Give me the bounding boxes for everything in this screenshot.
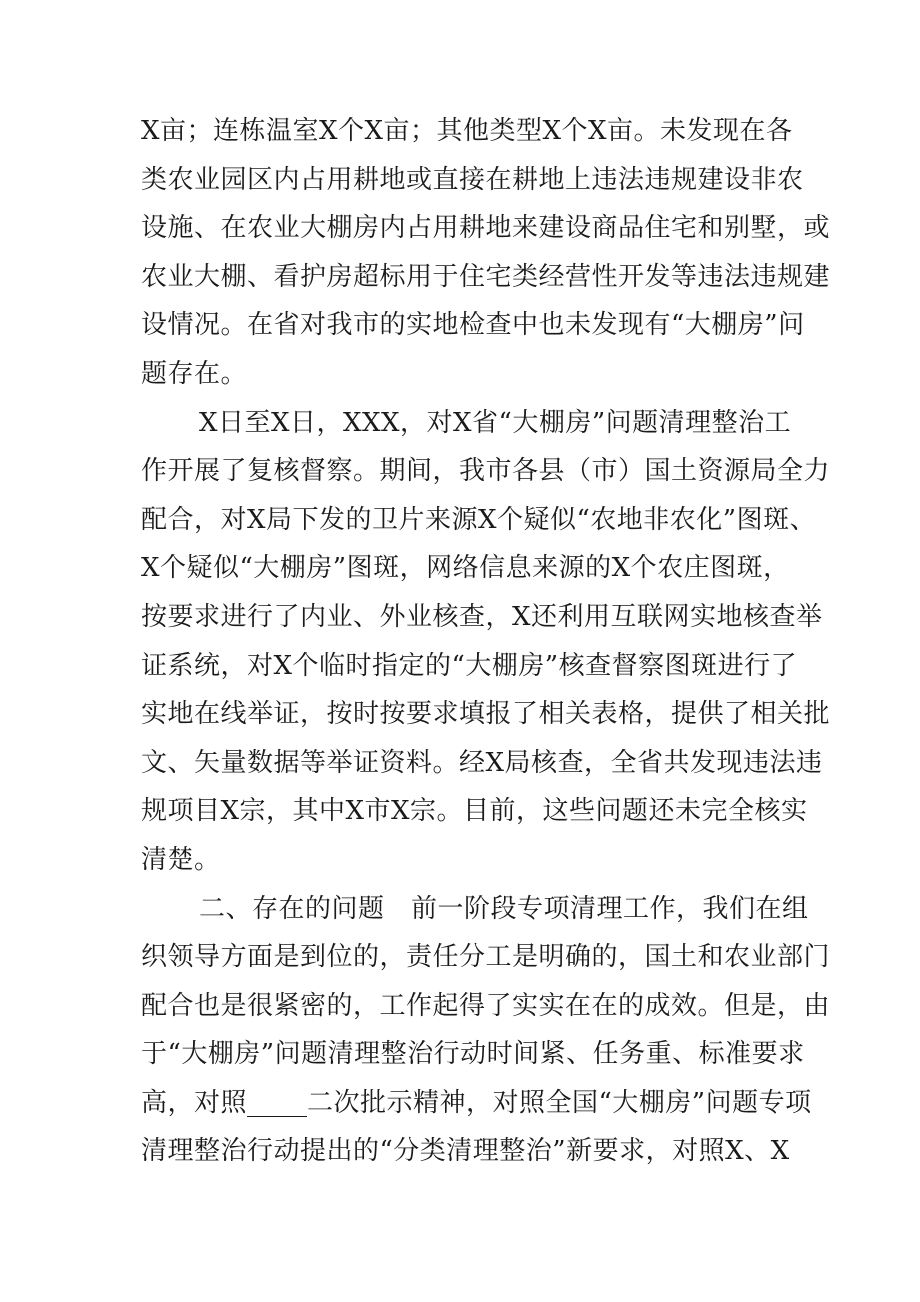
text-line: 题存在。 (141, 358, 248, 389)
line-suffix: 二次批示精神，对照全国“大棚房”问题专项 (307, 1087, 812, 1118)
text-line: X个疑似“大棚房”图斑，网络信息来源的X个农庄图斑， (141, 553, 790, 584)
document-body (141, 107, 831, 1176)
text-line: 设情况。在省对我市的实地检查中也未发现有“大棚房”问 (141, 310, 805, 341)
text-line: 实地在线举证，按时按要求填报了相关表格，提供了相关批 (141, 699, 831, 730)
text-line: 清理整治行动提出的“分类清理整治”新要求，对照X、X (141, 1136, 790, 1167)
section-heading-line: 二、存在的问题 前一阶段专项清理工作，我们在组 (199, 893, 809, 924)
text-line: 设施、在农业大棚房内占用耕地来建设商品住宅和别墅，或 (141, 213, 831, 244)
fill-in-blank (247, 1090, 307, 1117)
text-line: 规项目X宗，其中X市X宗。目前，这些问题还未完全核实 (141, 796, 808, 827)
text-line: 清楚。 (141, 844, 221, 875)
line-prefix: 高，对照 (141, 1087, 248, 1118)
text-line: X日至X日，XXX，对X省“大棚房”问题清理整治工 (199, 407, 792, 438)
text-line: 配合也是很紧密的，工作起得了实实在在的成效。但是，由 (141, 990, 831, 1021)
text-line: 作开展了复核督察。期间，我市各县（市）国土资源局全力 (141, 456, 831, 487)
text-line: 于“大棚房”问题清理整治行动时间紧、任务重、标准要求 (141, 1039, 805, 1070)
text-line: 农业大棚、看护房超标用于住宅类经营性开发等违法违规建 (141, 261, 831, 292)
text-line: 文、矢量数据等举证资料。经X局核查，全省共发现违法违 (141, 747, 823, 778)
text-line: 类农业园区内占用耕地或直接在耕地上违法违规建设非农 (141, 164, 804, 195)
text-line: 织领导方面是到位的，责任分工是明确的，国土和农业部门 (141, 942, 831, 973)
text-line: 按要求进行了内业、外业核查，X还利用互联网实地核查举 (141, 601, 823, 632)
text-line-with-blank (141, 1079, 812, 1128)
text-line: 配合，对X局下发的卫片来源X个疑似“农地非农化”图斑、 (141, 504, 817, 535)
text-line: X亩；连栋温室X个X亩；其他类型X个X亩。未发现在各 (141, 116, 793, 146)
text-line: 证系统，对X个临时指定的“大棚房”核查督察图斑进行了 (141, 650, 798, 681)
